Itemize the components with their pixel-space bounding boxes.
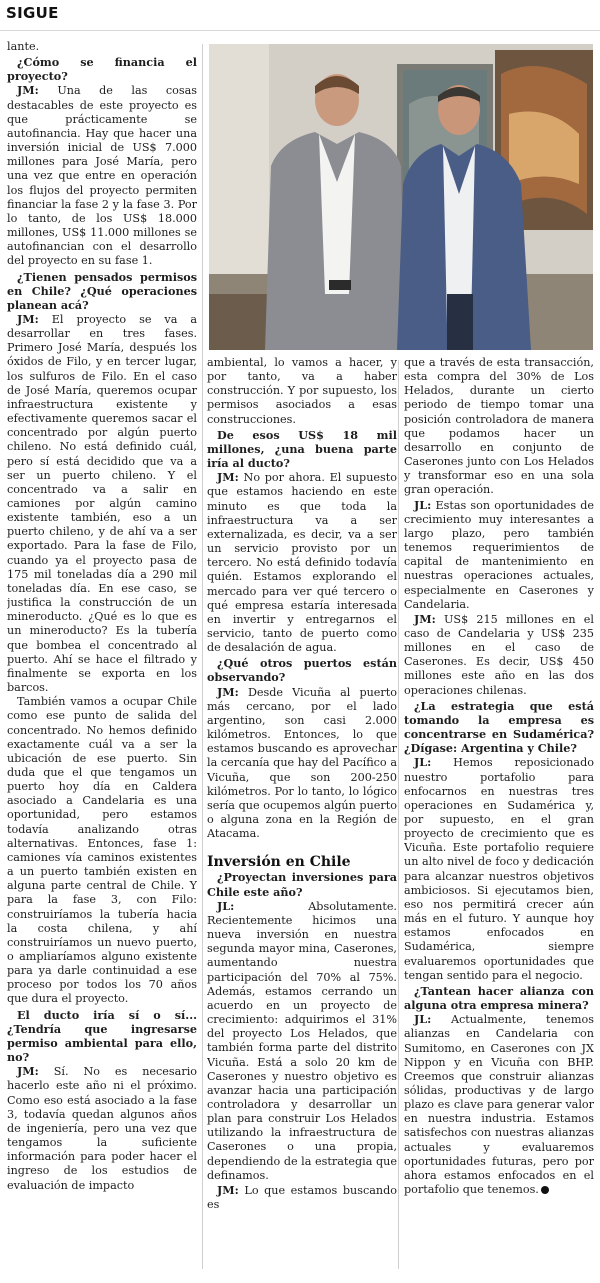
article-column-2 <box>207 356 397 1271</box>
section-heading: Inversión en Chile <box>207 854 351 871</box>
answer-text: No por ahora. El supuesto que estamos haciendo en este minuto es que toda la infraestructura va a ser externalizada, es decir, va a ser un servicio provisto por un tercero. No está definido todavía quién. Estamos explorando el mercado para ver qué tercero o qué empresa estaría interesada en invertir y entregarnos el servicio, tanto de puerto como de desalación de agua. <box>207 471 397 655</box>
interview-question: ¿La estrategia que está tomando la empresa es concentrarse en Sudamérica? ¿Dígase: Argentina y Chile? <box>404 698 594 756</box>
interview-question: ¿Tienen pensados permisos en Chile? ¿Qué operaciones planean acá? <box>7 269 197 312</box>
speaker-initials: JM: <box>414 611 436 626</box>
section-header: SIGUE <box>6 4 59 22</box>
column-divider-1 <box>202 44 203 1269</box>
interview-answer <box>207 685 397 842</box>
speaker-initials: JM: <box>17 1064 39 1079</box>
answer-text: Lo que estamos buscando es <box>207 1183 397 1212</box>
answer-text: El proyecto se va a desarrollar en tres fases. Primero José María, después los óxidos de Filo, y en tercer lugar, los sulfuros de Filo. En el caso de José María, queremos ocupar infraestructura existente y efectivamente queremos sacar el concentrado por algún puerto chileno. No está definido cuál, pero sí está decidido que va a ser un puerto chileno. Y el concentrado va a salir en camiones por algún camino existente también, eso a un puerto chileno, y de ahí va a ser exportado. Para la fase de Filo, cuando ya el proyecto pasa de 175 mil toneladas día a 290 mil toneladas día. En ese caso, se justifica la construcción de un mineroducto. ¿Qué es lo que es un mineroducto? Es la tubería que bombea el concentrado al puerto. Ahí se hace el filtrado y finalmente se exporta en los barcos. <box>7 312 197 695</box>
interview-question: ¿Proyectan inversiones para Chile este año? <box>207 870 397 899</box>
speaker-initials: JM: <box>17 83 39 98</box>
answer-text: Sí. No es necesario hacerlo este año ni el próximo. Como eso está asociado a la fase 3, todavía quedan algunos años de ingeniería, pero una vez que tengamos la suficiente información para poder hacer el ingreso de los estudios de evaluación de impacto <box>7 1065 197 1192</box>
paragraph-continuation: que a través de esta transacción, esta compra del 30% de Los Helados, durante un cierto periodo de tiempo tomar una posición controladora de manera que podamos hacer un desarrollo en conjunto de Caserones junto con Los Helados y transformar eso en una sola gran operación. <box>404 356 594 497</box>
speaker-initials: JL: <box>217 898 235 913</box>
interview-answer <box>404 755 594 983</box>
interview-question: De esos US$ 18 mil millones, ¿una buena parte iría al ducto? <box>207 427 397 471</box>
interview-answer <box>207 1183 397 1212</box>
header-divider <box>0 30 600 31</box>
article-column-3 <box>404 356 594 1271</box>
interview-answer <box>207 899 397 1183</box>
speaker-initials: JM: <box>17 311 39 326</box>
answer-text: US$ 215 millones en el caso de Candelaria y US$ 235 millones en el caso de Caserones. Es decir, US$ 450 millones este año en las dos operaciones chilenas. <box>404 612 594 697</box>
interview-answer <box>7 1064 197 1192</box>
article-photo <box>209 44 593 350</box>
speaker-initials: JM: <box>217 684 239 699</box>
answer-text: Estas son oportunidades de crecimiento muy interesantes a largo plazo, pero también tenemos requerimientos de capital de mantenimiento en nuestras operaciones actuales, especialmente en Caserones y Candelaria. <box>404 498 594 611</box>
speaker-initials: JM: <box>217 470 239 485</box>
answer-text: Hemos reposicionado nuestro portafolio para enfocarnos en nuestras tres operaciones en Sudamérica y, por supuesto, en el gran proyecto de crecimiento que es Vicuña. Este portafolio requiere un alto nivel de foco y dedicación para alcanzar nuestros objetivos ambiciosos. Si ejecutamos bien, eso nos permitirá crecer aún más en el futuro. Y aunque hoy estamos enfocados en Sudamérica, siempre evaluaremos oportunidades que tengan sentido para el negocio. <box>404 756 594 982</box>
answer-text: Actualmente, tenemos alianzas en Candelaria con Sumitomo, en Caserones con JX Nippon y en Vicuña con BHP. Creemos que construir alianzas sólidas, productivas y de largo plazo es clave para generar valor en nuestra industria. Estamos satisfechos con nuestras alianzas actuales y evaluaremos oportunidades futuras, pero por ahora estamos enfocados en el portafolio que tenemos. <box>404 1013 594 1197</box>
interview-answer <box>7 83 197 268</box>
speaker-initials: JL: <box>414 1012 432 1027</box>
interview-question: ¿Qué otros puertos están observando? <box>207 656 397 685</box>
answer-text: Absolutamente. Recientemente hicimos una nueva inversión en nuestra segunda mayor mina, Caserones, aumentando nuestra participación del 70% al 75%. Además, estamos cerrando un acuerdo en un proyecto de crecimiento: adquirimos el 31% del proyecto Los Helados, que también forma parte del distrito Vicuña. Está a solo 20 km de Caserones y nuestro objetivo es avanzar hacia una participación controladora y desarrollar un plan para construir Los Helados utilizando la infraestructura de Caserones o una propia, dependiendo de la estrategia que definamos. <box>207 899 397 1182</box>
interview-answer <box>404 498 594 612</box>
interview-answer <box>404 1012 594 1197</box>
interview-question: ¿Tantean hacer alianza con alguna otra empresa minera? <box>404 983 594 1013</box>
end-of-article-icon <box>541 1186 549 1194</box>
interview-question: El ducto iría sí o sí... ¿Tendría que ingresarse permiso ambiental para ello, no? <box>7 1007 197 1065</box>
answer-text: Desde Vicuña al puerto más cercano, por el lado argentino, son casi 2.000 kilómetros. Entonces, lo que estamos buscando es aprovechar la cercanía que hay del Pacífico a Vicuña, que son 200-250 kilómetros. Por lo tanto, lo lógico sería que ocupemos algún puerto o alguna zona en la Región de Atacama. <box>207 685 397 841</box>
interview-answer <box>404 612 594 698</box>
article-column-1 <box>7 40 197 1271</box>
interview-answer <box>207 470 397 655</box>
paragraph-continuation: lante. <box>7 40 40 53</box>
column-divider-2 <box>398 360 399 1269</box>
two-executives-photo <box>209 44 593 350</box>
speaker-initials: JL: <box>414 497 432 512</box>
answer-text: Una de las cosas destacables de este proyecto es que prácticamente se autofinancia. Hay que hacer una inversión inicial de US$ 7.000 millones para José María, pero una vez que entre en operación los flujos del proyecto permiten financiar la fase 2 y la fase 3. Por lo tanto, de los US$ 18.000 millones, US$ 11.000 millones se autofinancian con el desarrollo del proyecto en su fase 1. <box>7 84 197 268</box>
body-paragraph: También vamos a ocupar Chile como ese punto de salida del concentrado. No hemos definido exactamente cuál va a ser la ubicación de ese puerto. Sin duda que el que tengamos un puerto hoy día en Caldera asociado a Candelaria es una oportunidad, pero estamos todavía analizando otras alternativas. Entonces, fase 1: camiones vía caminos existentes a un puerto también existen en alguna parte central de Chile. Y para la fase 3, con Filo: construiríamos la tubería hacia la costa chilena, y ahí construiríamos un nuevo puerto, o ampliaríamos alguno existente para ya darle continuidad a ese proceso por todos los 70 años que dura el proyecto. <box>7 695 197 1006</box>
paragraph-continuation: ambiental, lo vamos a hacer, y por tanto, va a haber construcción. Y por supuesto, los permisos asociados a esas construcciones. <box>207 356 397 426</box>
interview-question: ¿Cómo se financia el proyecto? <box>7 55 197 84</box>
speaker-initials: JL: <box>414 755 432 770</box>
interview-answer <box>7 312 197 695</box>
speaker-initials: JM: <box>217 1182 239 1197</box>
